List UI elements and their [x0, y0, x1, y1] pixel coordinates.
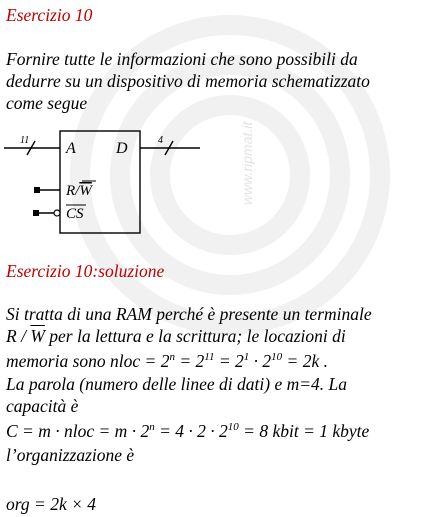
memory-diagram [0, 128, 220, 238]
solution-line-5: capacità è [6, 396, 79, 416]
rw-terminal [34, 187, 40, 193]
exercise-title: Esercizio 10 [6, 5, 93, 25]
solution-line-8: org = 2k × 4 [6, 494, 97, 514]
solution-line-3: memoria sono nloc = $2^n = 2^{11} = 2^1 \cdot 2^{10} = 2k$ . [6, 351, 328, 371]
cs-label: CS [66, 206, 84, 222]
prompt-line-3: come segue [6, 93, 88, 113]
solution-line-4: La parola (numero delle linee di dati) e m=4. La [6, 374, 348, 394]
solution-line-6: C = m · nloc = $m \cdot 2^n = 4 \cdot 2 \cdot 2^{10} = 8$ kbit = 1 kbyte [6, 421, 370, 441]
cs-terminal [33, 210, 39, 216]
data-bus-width: 4 [158, 135, 163, 146]
solution-line-7: l’organizzazione è [6, 445, 135, 465]
cs-inversion-bubble [54, 210, 60, 216]
solution-title: Esercizio 10:soluzione [6, 261, 165, 281]
prompt-line-2: dedurre su un dispositivo di memoria schematizzato [6, 71, 370, 91]
watermark-text: www.ripmat.it [239, 121, 255, 205]
address-bus-width: 11 [20, 135, 30, 146]
prompt-line-1: Fornire tutte le informazioni che sono possibili da [6, 49, 358, 69]
rw-label: R/W [66, 183, 92, 199]
solution-line-1: Si tratta di una RAM perché è presente un terminale [6, 304, 372, 324]
pin-a-label: A [66, 140, 76, 157]
pin-d-label: D [116, 140, 128, 157]
solution-line-2: R / $\overline{W}$ per la lettura e la scrittura; le locazioni di [6, 326, 346, 346]
